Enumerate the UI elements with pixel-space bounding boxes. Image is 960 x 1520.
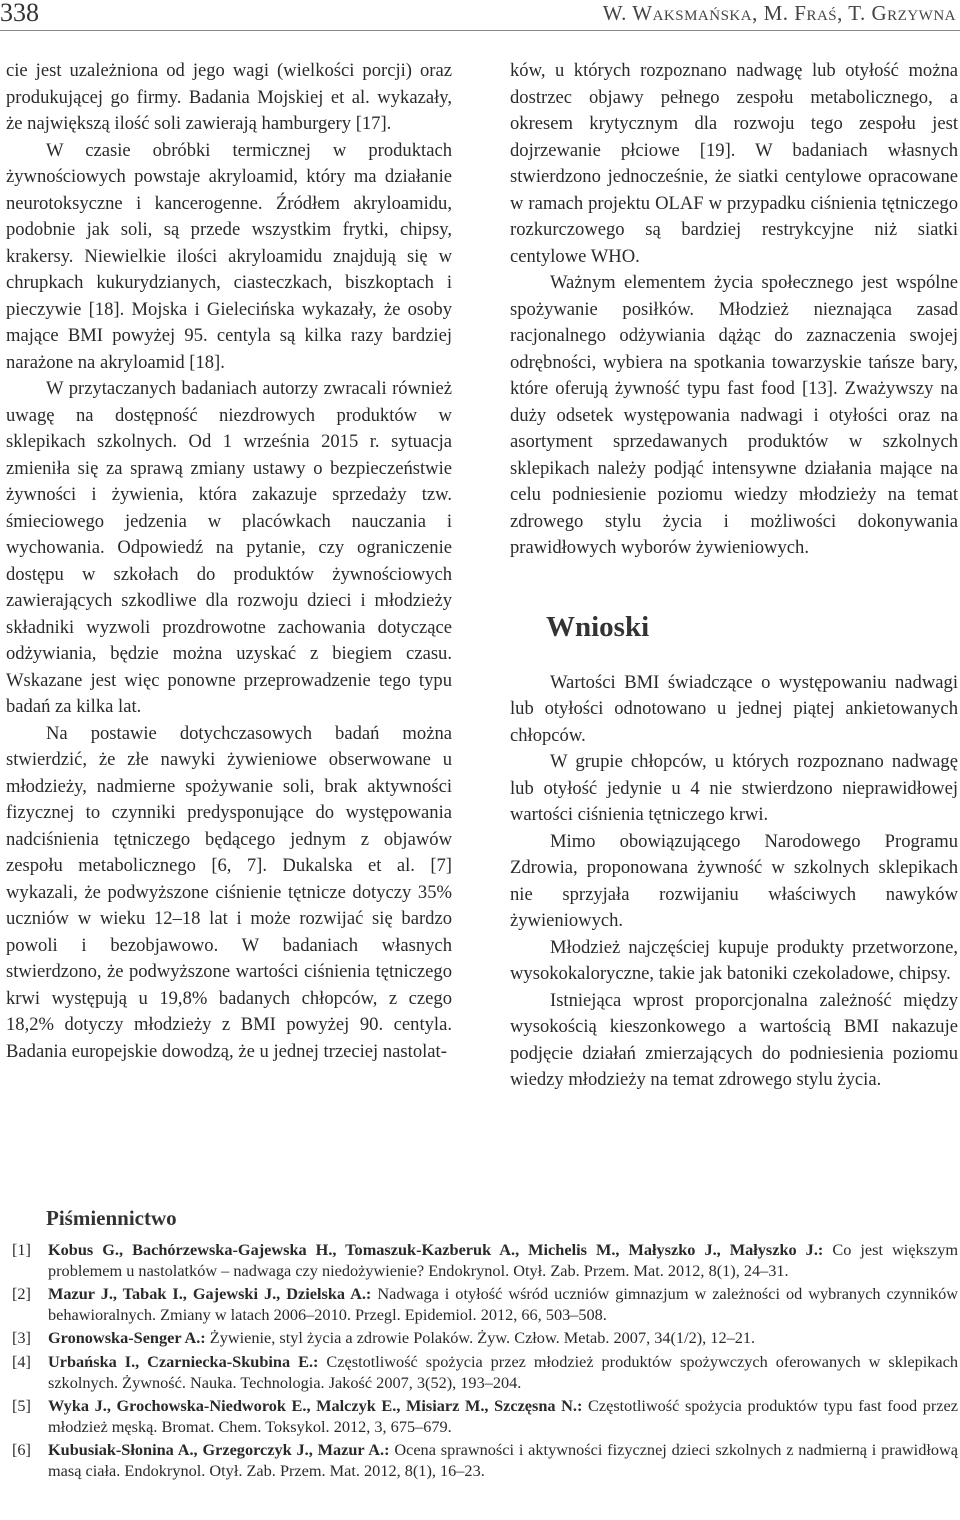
references-heading: Piśmiennictwo <box>46 1206 177 1230</box>
reference-text: Częstotliwość spożycia przez młodzież produktów spożywczych oferowanych w sklepikach szkolnych. Żywność. Nauka. Technologia. Jakość 2007, 3(52), 193–204. <box>48 1351 959 1392</box>
page-number: 338 <box>0 0 39 27</box>
reference-number: [4] <box>12 1351 31 1371</box>
reference-authors: Wyka J., Grochowska-Niedworok E., Malczyk E., Misiarz M., Szczęsna N.: <box>48 1396 583 1416</box>
reference-number: [1] <box>12 1240 31 1259</box>
left-column <box>6 58 452 1065</box>
conclusion-paragraph: Istniejąca wprost proporcjonalna zależność między wysokością kieszonkowego a wartością BMI nakazuje podjęcie działań zmierzających do podniesienia poziomu wiedzy młodzieży na temat zdrowego stylu życia. <box>510 989 958 1090</box>
reference-list <box>6 1240 958 1482</box>
reference-text: Co jest większym problemem u nastolatków – nadwaga czy niedożywienie? Endokrynol. Otył. Zab. Przem. Mat. 2012, 8(1), 24–31. <box>48 1240 959 1280</box>
reference-item <box>6 1284 958 1325</box>
reference-item <box>6 1328 958 1349</box>
paragraph: Na postawie dotychczasowych badań można stwierdzić, że złe nawyki żywieniowe obserwowane u młodzieży, nadmierne spożywanie soli, brak aktywności fizycznej to czynniki predysponujące do występowania nadciśnienia tętniczego będącego jednym z objawów zespołu metabolicznego [6, 7]. Dukalska et al. [7] wykazali, że podwyższone ciśnienie tętnicze dotyczy 35% uczniów w wieku 12–18 lat i może rozwijać się bardzo powoli i bezobjawowo. W badaniach własnych stwierdzono, że podwyższone wartości ciśnienia tętniczego krwi występują u 19,8% badanych chłopców, z czego 18,2% dotyczy młodzieży z BMI powyżej 90. centyla. Badania europejskie dowodzą, że u jednej trzeciej nastolat- <box>6 722 452 1062</box>
reference-authors: Kobus G., Bachórzewska-Gajewska H., Tomaszuk-Kazberuk A., Michelis M., Małyszko J., Małyszko J.: <box>48 1240 824 1259</box>
reference-number: [6] <box>12 1440 31 1460</box>
reference-number: [5] <box>12 1396 31 1416</box>
reference-item <box>6 1240 958 1281</box>
conclusions-heading: Wnioski <box>546 610 650 643</box>
conclusion-paragraph: W grupie chłopców, u których rozpoznano nadwagę lub otyłość jedynie u 4 nie stwierdzono nieprawidłowej wartości ciśnienia tętniczego krwi. <box>510 751 958 825</box>
reference-number: [2] <box>12 1284 31 1304</box>
header-authors: W. Waksmańska, M. Fraś, T. Grzywna <box>602 1 956 25</box>
reference-text: Częstotliwość spożycia produktów typu fast food przez młodzież męską. Bromat. Chem. Toksykol. 2012, 3, 675–679. <box>48 1396 958 1436</box>
reference-authors: Mazur J., Tabak I., Gajewski J., Dzielska A.: <box>48 1284 372 1304</box>
reference-text: Nadwaga i otyłość wśród uczniów gimnazjum w zależności od wybranych czynników behawioralnych. Zmiany w latach 2006–2010. Przegl. Epidemiol. 2012, 66, 503–508. <box>48 1284 958 1324</box>
reference-number: [3] <box>12 1328 31 1348</box>
conclusion-paragraph: Młodzież najczęściej kupuje produkty przetworzone, wysokokaloryczne, takie jak batoniki czekoladowe, chipsy. <box>510 936 958 984</box>
paragraph: ków, u których rozpoznano nadwagę lub otyłość można dostrzec objawy pełnego zespołu metabolicznego, a okresem krytycznym dla rozwoju tego zespołu jest dojrzewanie płciowe [19]. W badaniach własnych stwierdzono jednocześnie, że siatki centylowe opracowane w ramach projektu OLAF w przypadku ciśnienia tętniczego rozkurczowego są bardziej restrykcyjne niż siatki centylowe WHO. <box>510 60 958 267</box>
reference-item <box>6 1352 958 1393</box>
conclusion-paragraph: Mimo obowiązującego Narodowego Programu Zdrowia, proponowana żywność w szkolnych sklepikach nie sprzyjała rozwijaniu właściwych nawyków żywieniowych. <box>510 830 958 931</box>
reference-item <box>6 1440 958 1481</box>
reference-text: Ocena sprawności i aktywności fizycznej dzieci szkolnych z nadmierną i prawidłową masą ciała. Endokrynol. Otył. Zab. Przem. Mat. 2012, 8(1), 16–23. <box>48 1440 958 1480</box>
reference-text: Żywienie, styl życia a zdrowie Polaków. Żyw. Człow. Metab. 2007, 34(1/2), 12–21. <box>205 1328 756 1348</box>
paragraph: W przytaczanych badaniach autorzy zwracali również uwagę na dostępność niezdrowych produktów w sklepikach szkolnych. Od 1 września 2015 r. sytuacja zmieniła się za sprawą zmiany ustawy o bezpieczeństwie żywności i żywienia, która zakazuje sprzedaży tzw. śmieciowego jedzenia w placówkach nauczania i wychowania. Odpowiedź na pytanie, czy ograniczenie dostępu w szkołach do produktów żywnościowych zawierających szkodliwe dla rozwoju dzieci i młodzieży składniki wyzwoli prozdrowotne zachowania dotyczące odżywiania, będzie można uzyskać z biegiem czasu. Wskazane jest więc ponowne przeprowadzenie tego typu badań za kilka lat. <box>6 378 452 717</box>
paragraph: W czasie obróbki termicznej w produktach żywnościowych powstaje akryloamid, który ma działanie neurotoksyczne i kancerogenne. Źródłem akryloamidu, podobnie jak soli, są przede wszystkim frytki, chipsy, krakersy. Niewielkie ilości akryloamidu znajdują się w chrupkach kukurydzianych, ciasteczkach, biszkoptach i pieczywie [18]. Mojska i Gielecińska wykazały, że osoby mające BMI powyżej 95. centyla są kilka razy bardziej narażone na akryloamid [18]. <box>6 139 452 373</box>
paragraph: cie jest uzależniona od jego wagi (wielkości porcji) oraz produkującej go firmy. Badania Mojskiej et al. wykazały, że największą ilość soli zawierają hamburgery [17]. <box>6 60 452 134</box>
references-section <box>6 1206 958 1485</box>
conclusion-paragraph: Wartości BMI świadczące o występowaniu nadwagi lub otyłości odnotowano u jednej piątej ankietowanych chłopców. <box>510 671 958 746</box>
header-rule <box>0 30 960 31</box>
reference-item <box>6 1396 958 1437</box>
reference-authors: Kubusiak-Słonina A., Grzegorczyk J., Mazur A.: <box>48 1440 390 1460</box>
right-column <box>510 58 958 1094</box>
paragraph: Ważnym elementem życia społecznego jest wspólne spożywanie posiłków. Młodzież nieznająca zasad racjonalnego odżywiania dążąc do zaznaczenia swojej odrębności, wybiera na spotkania towarzyskie tańsze bary, które oferują żywność typu fast food [13]. Zważywszy na duży odsetek występowania nadwagi i otyłości oraz na asortyment sprzedawanych produktów w szkolnych sklepikach należy podjąć intensywne działania mające na celu podniesienie poziomu wiedzy młodzieży na temat zdrowego stylu życia i możliwości dokonywania prawidłowych wyborów żywieniowych. <box>510 272 958 558</box>
reference-authors: Gronowska-Senger A.: <box>48 1328 206 1348</box>
running-head <box>0 0 960 30</box>
reference-authors: Urbańska I., Czarniecka-Skubina E.: <box>48 1351 319 1371</box>
